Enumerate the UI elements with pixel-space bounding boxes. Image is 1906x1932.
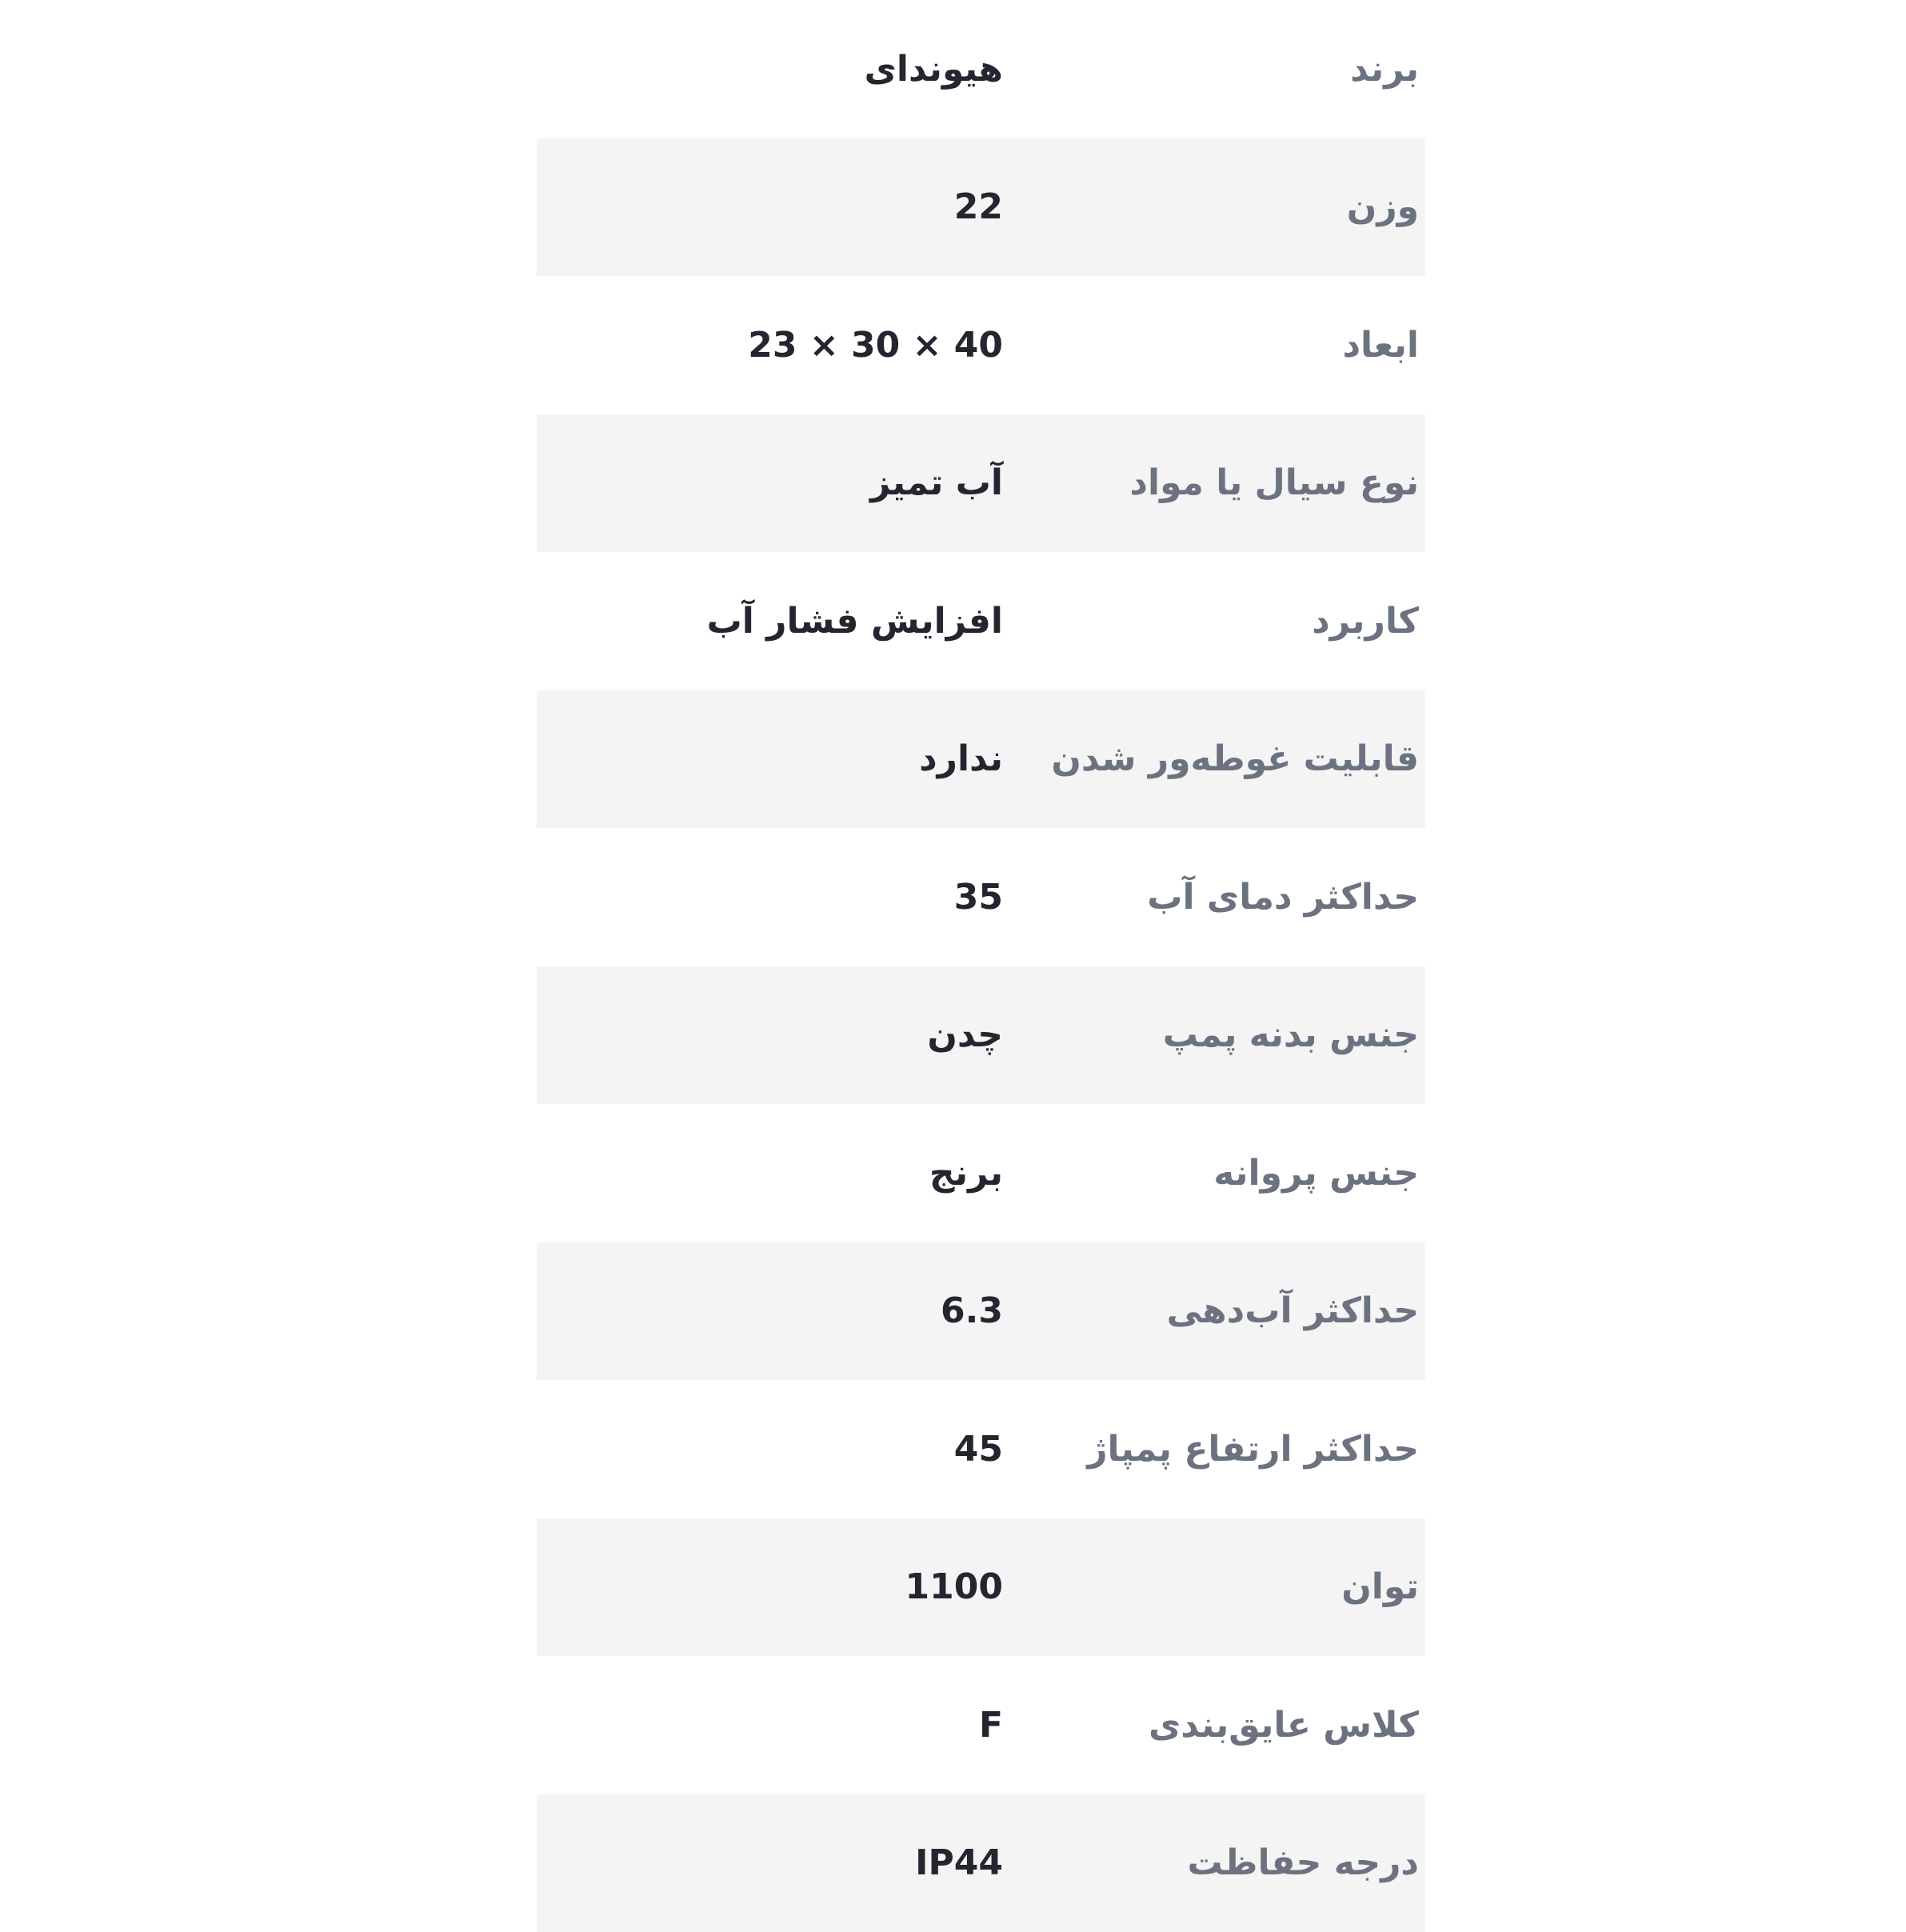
spec-label: درجه حفاظت [1003,1842,1425,1883]
spec-label: نوع سیال یا مواد [1003,462,1425,503]
spec-value-text: 6.3 [941,1290,1003,1331]
spec-value [537,1014,1003,1055]
spec-value-text: F [979,1705,1003,1746]
spec-value-text: برنج [929,1153,1003,1194]
spec-label: حداکثر ارتفاع پمپاژ [1003,1429,1425,1470]
spec-row-body-material [537,966,1425,1105]
spec-value-text: هیوندای [865,49,1003,90]
spec-value [537,1429,1003,1470]
spec-row-dimensions [537,276,1425,414]
spec-label: وزن [1003,186,1425,227]
spec-value [537,1842,1003,1883]
spec-value-text: 22 [954,186,1003,227]
spec-label: توان [1003,1566,1425,1607]
spec-label: حداکثر آب‌دهی [1003,1290,1425,1331]
spec-row-impeller-material [537,1104,1425,1242]
spec-value [537,877,1003,918]
spec-value [537,325,1003,366]
spec-value-text: IP44 [915,1842,1003,1883]
spec-value-text: ندارد [919,738,1003,779]
spec-value [537,1290,1003,1331]
spec-value [537,1153,1003,1194]
spec-label: برند [1003,49,1425,90]
spec-value [537,1705,1003,1746]
spec-row-fluid-type [537,414,1425,553]
spec-value-text: افزایش فشار آب [707,601,1003,642]
spec-row-max-flow [537,1242,1425,1381]
spec-value [537,462,1003,503]
spec-row-brand [537,0,1425,138]
spec-label: کلاس عایق‌بندی [1003,1705,1425,1746]
spec-value [537,601,1003,642]
spec-row-max-head [537,1380,1425,1518]
spec-value-text: آب تمیز [870,462,1003,503]
spec-label: کاربرد [1003,601,1425,642]
spec-label: جنس پروانه [1003,1153,1425,1194]
spec-value [537,1566,1003,1607]
spec-row-application [537,552,1425,690]
spec-value-text: 45 [954,1429,1003,1470]
spec-value [537,49,1003,90]
spec-value-text: 35 [954,877,1003,918]
spec-value-text: چدن [927,1014,1003,1055]
spec-label: قابلیت غوطه‌ور شدن [1003,738,1425,779]
spec-row-insulation-class [537,1656,1425,1794]
spec-row-protection-rating [537,1794,1425,1932]
spec-label: ابعاد [1003,325,1425,366]
spec-value [537,186,1003,227]
spec-value [537,738,1003,779]
spec-row-weight [537,138,1425,277]
spec-label: جنس بدنه پمپ [1003,1014,1425,1055]
spec-value-text: 1100 [905,1566,1003,1607]
spec-table [537,0,1425,1932]
spec-row-max-water-temp [537,828,1425,966]
spec-row-submersible [537,690,1425,829]
spec-row-power [537,1518,1425,1657]
spec-value-text: 23 × 30 × 40 [748,325,1003,366]
spec-label: حداکثر دمای آب [1003,877,1425,918]
